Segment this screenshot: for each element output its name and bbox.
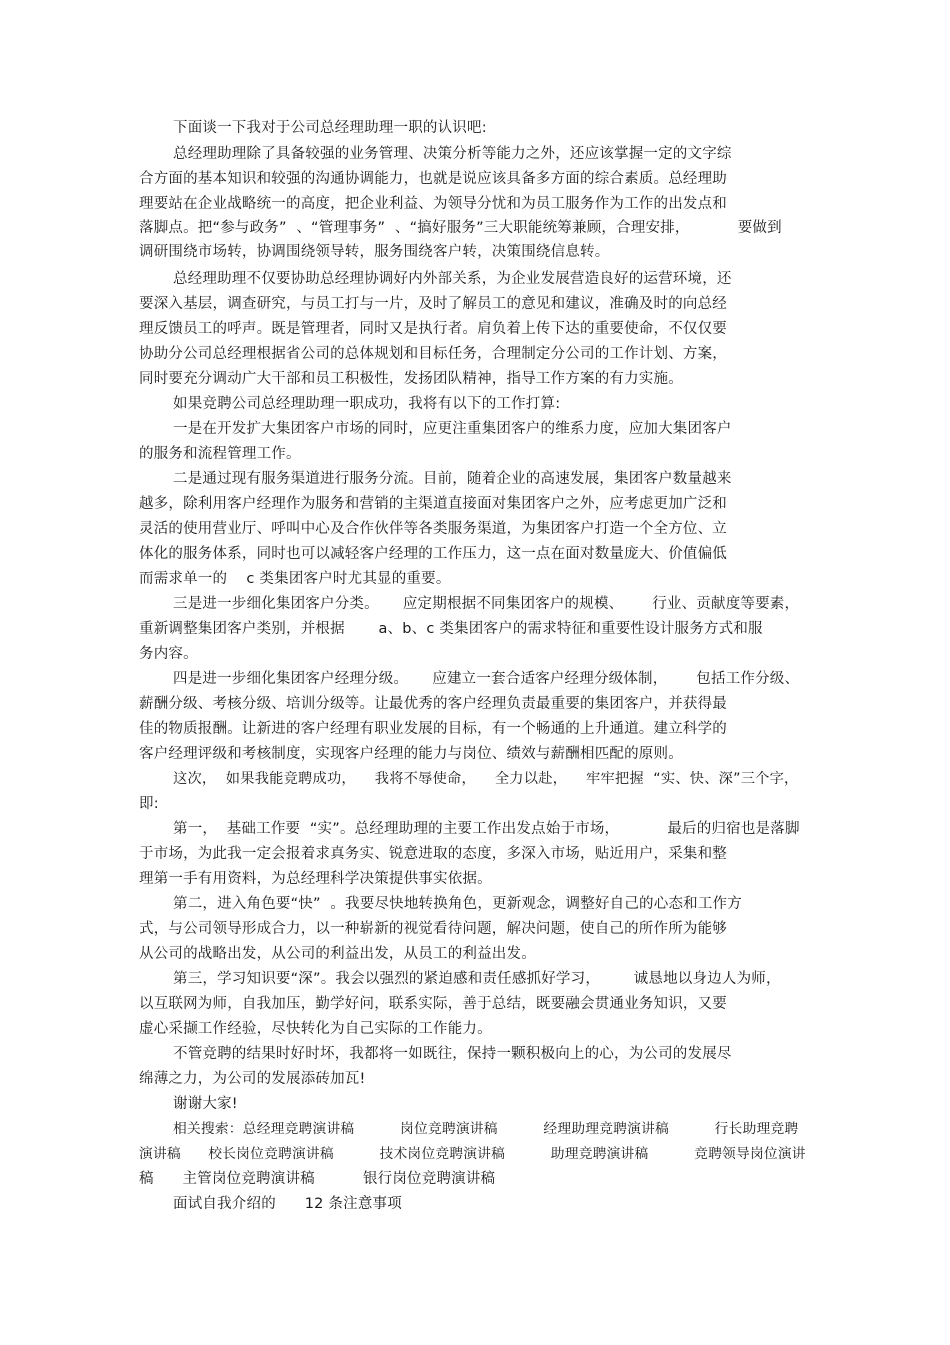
text-line: 面试自我介绍的 12 条注意事项 bbox=[173, 1196, 402, 1212]
text-line: 协助分公司总经理根据省公司的总体规划和目标任务，合理制定分公司的工作计划、方案， bbox=[139, 346, 727, 362]
text-line: 式，与公司领导形成合力，以一种崭新的视觉看待问题，解决问题，使自己的所作所为能够 bbox=[139, 921, 727, 937]
related-search-line: 稿 主管岗位竞聘演讲稿 银行岗位竞聘演讲稿 bbox=[139, 1171, 496, 1187]
related-search-line: 演讲稿 校长岗位竞聘演讲稿 技术岗位竞聘演讲稿 助理竞聘演讲稿 竞聘领导岗位演讲 bbox=[139, 1146, 806, 1162]
text-line: 客户经理评级和考核制度，实现客户经理的能力与岗位、绩效与薪酬相匹配的原则。 bbox=[139, 746, 683, 762]
text-line: 务内容。 bbox=[139, 646, 198, 662]
text-line: 要深入基层，调查研究，与员工打与一片，及时了解员工的意见和建议，准确及时的向总经 bbox=[139, 296, 727, 312]
text-line: 绵薄之力，为公司的发展添砖加瓦! bbox=[139, 1071, 366, 1087]
text-line: 薪酬分级、考核分级、培训分级等。让最优秀的客户经理负责最重要的集团客户，并获得最 bbox=[139, 696, 727, 712]
text-line: 理反馈员工的呼声。既是管理者，同时又是执行者。肩负着上传下达的重要使命，不仅仅要 bbox=[139, 321, 727, 337]
text-line: 二是通过现有服务渠道进行服务分流。目前，随着企业的高速发展，集团客户数量越来 bbox=[173, 471, 732, 487]
text-line: 总经理助理不仅要协助总经理协调好内外部关系，为企业发展营造良好的运营环境，还 bbox=[173, 271, 732, 287]
text-line: 重新调整集团客户类别，并根据 a、b、c 类集团客户的需求特征和重要性设计服务方式和服 bbox=[139, 621, 763, 637]
text-line: 调研围绕市场转，协调围绕领导转，服务围绕客户转，决策围绕信息转。 bbox=[139, 244, 610, 260]
text-line: 三是进一步细化集团客户分类。 应定期根据不同集团客户的规模、 行业、贡献度等要素， bbox=[173, 596, 800, 612]
text-line: 即: bbox=[139, 796, 159, 812]
text-line: 第三，学习知识要“深”。我会以强烈的紧迫感和责任感抓好学习， 诚恳地以身边人为师， bbox=[173, 971, 781, 987]
text-line: 灵活的使用营业厅、呼叫中心及合作伙伴等各类服务渠道，为集团客户打造一个全方位、立 bbox=[139, 521, 727, 537]
text-line: 体化的服务体系，同时也可以减轻客户经理的工作压力，这一点在面对数量庞大、价值偏低 bbox=[139, 546, 727, 562]
text-line: 佳的物质报酬。让新进的客户经理有职业发展的目标，有一个畅通的上升通道。建立科学的 bbox=[139, 721, 727, 737]
text-line: 的服务和流程管理工作。 bbox=[139, 446, 301, 462]
text-line: 如果竞聘公司总经理助理一职成功，我将有以下的工作打算: bbox=[173, 396, 561, 412]
text-line: 越多，除利用客户经理作为服务和营销的主渠道直接面对集团客户之外，应考虑更加广泛和 bbox=[139, 496, 727, 512]
text-line: 理要站在企业战略统一的高度，把企业利益、为领导分忧和为员工服务作为工作的出发点和 bbox=[139, 196, 727, 212]
text-line: 谢谢大家! bbox=[173, 1096, 238, 1112]
text-line: 理第一手有用资料，为总经理科学决策提供事实依据。 bbox=[139, 871, 492, 887]
text-line: 第一， 基础工作要 “实”。总经理助理的主要工作出发点始于市场， 最后的归宿也是落脚 bbox=[173, 821, 800, 837]
text-line: 合方面的基本知识和较强的沟通协调能力，也就是说应该具备多方面的综合素质。总经理助 bbox=[139, 171, 727, 187]
text-line: 一是在开发扩大集团客户市场的同时，应更注重集团客户的维系力度，应加大集团客户 bbox=[173, 421, 732, 437]
text-line: 从公司的战略出发，从公司的利益出发，从员工的利益出发。 bbox=[139, 946, 536, 962]
text-line: 而需求单一的 c 类集团客户时尤其显的重要。 bbox=[139, 571, 451, 587]
text-line: 总经理助理除了具备较强的业务管理、决策分析等能力之外，还应该掌握一定的文字综 bbox=[173, 146, 732, 162]
text-line: 同时要充分调动广大干部和员工积极性，发扬团队精神，指导工作方案的有力实施。 bbox=[139, 371, 683, 387]
text-line: 落脚点。把“参与政务” 、“管理事务” 、“搞好服务”三大职能统筹兼顾，合理安排， 要做到 bbox=[139, 220, 782, 236]
text-line: 下面谈一下我对于公司总经理助理一职的认识吧: bbox=[173, 120, 487, 136]
text-line: 四是进一步细化集团客户经理分级。 应建立一套合适客户经理分级体制， 包括工作分级、 bbox=[173, 671, 800, 687]
text-line: 以互联网为师，自我加压，勤学好问，联系实际，善于总结，既要融会贯通业务知识，又要 bbox=[139, 996, 727, 1012]
text-line: 不管竞聘的结果时好时坏，我都将一如既往，保持一颗积极向上的心，为公司的发展尽 bbox=[173, 1046, 732, 1062]
text-line: 于市场，为此我一定会报着求真务实、锐意进取的态度，多深入市场，贴近用户，采集和整 bbox=[139, 846, 727, 862]
text-line: 虚心采撷工作经验，尽快转化为自己实际的工作能力。 bbox=[139, 1021, 492, 1037]
text-line: 第二，进入角色要“快” 。我要尽快地转换角色，更新观念，调整好自己的心态和工作方 bbox=[173, 896, 742, 912]
related-search-line: 相关搜索：总经理竞聘演讲稿 岗位竞聘演讲稿 经理助理竞聘演讲稿 行长助理竞聘 bbox=[173, 1121, 799, 1137]
text-line: 这次， 如果我能竞聘成功， 我将不辱使命， 全力以赴， 牢牢把握 “实、快、深”三个字， bbox=[173, 771, 799, 787]
